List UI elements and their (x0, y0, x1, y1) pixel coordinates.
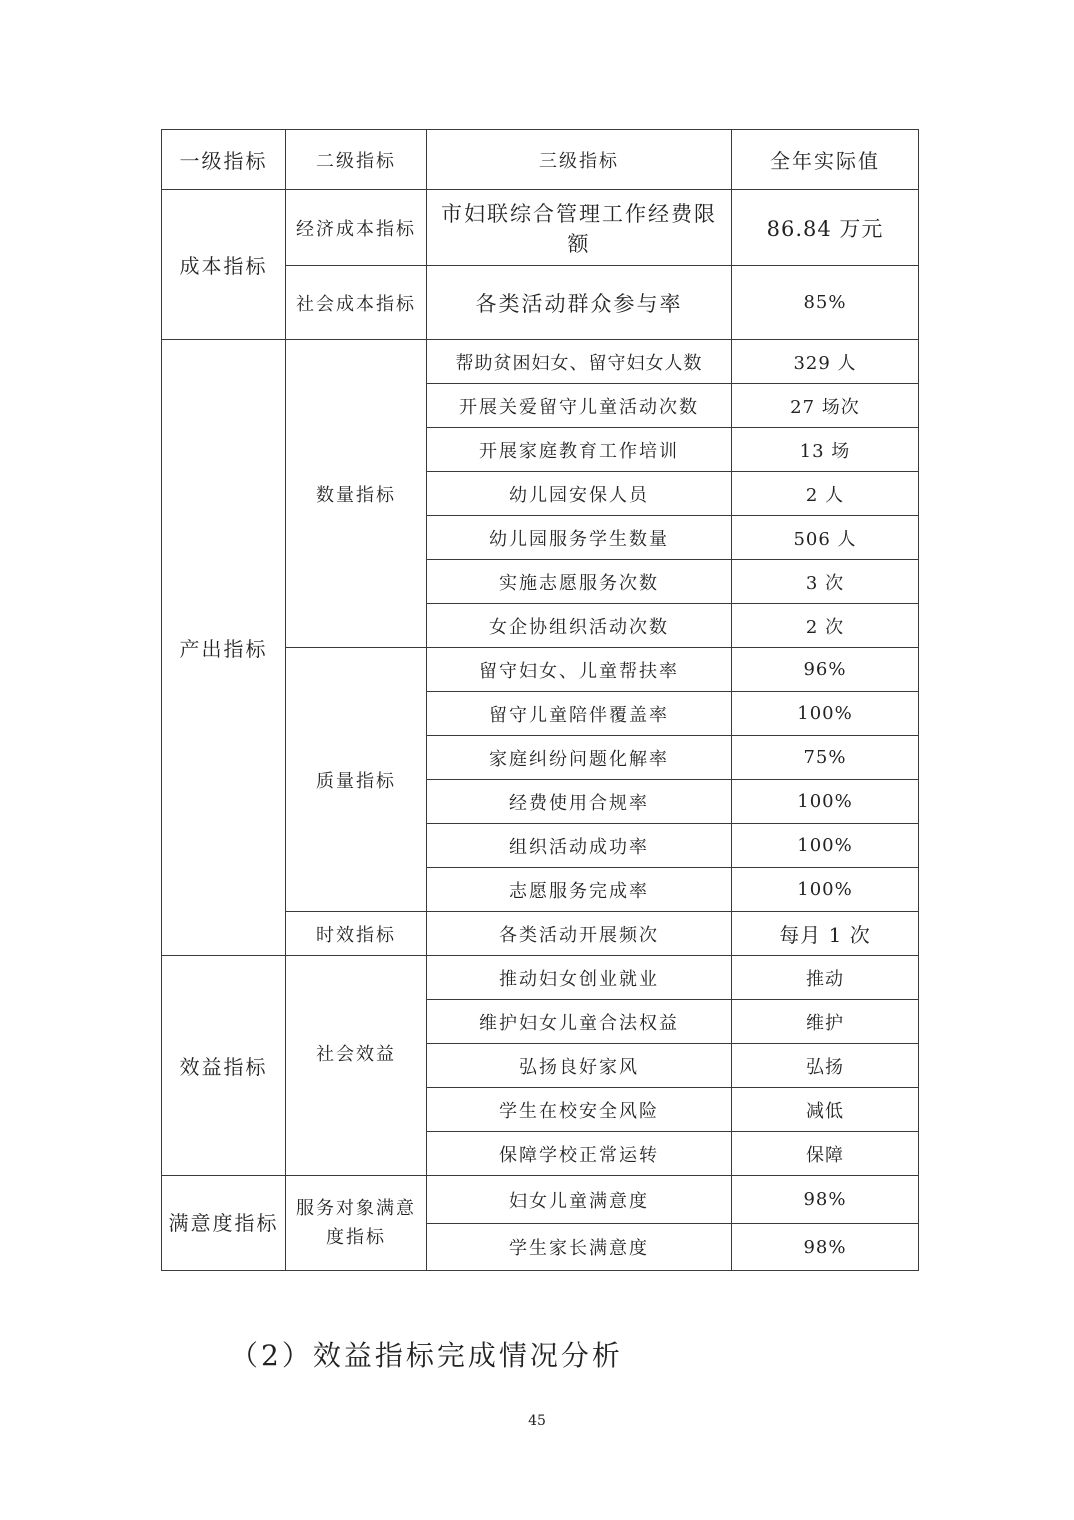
level1-cell: 效益指标 (162, 956, 286, 1176)
value-cell: 98% (732, 1176, 919, 1224)
value-cell: 86.84 万元 (732, 190, 919, 266)
level1-cell: 满意度指标 (162, 1176, 286, 1271)
level2-cell: 时效指标 (286, 912, 427, 956)
indicator-cell: 各类活动群众参与率 (427, 266, 732, 340)
value-cell: 27 场次 (732, 384, 919, 428)
level2-cell: 社会效益 (286, 956, 427, 1176)
indicator-cell: 弘扬良好家风 (427, 1044, 732, 1088)
indicator-cell: 经费使用合规率 (427, 780, 732, 824)
level2-cell: 质量指标 (286, 648, 427, 912)
indicator-cell: 留守儿童陪伴覆盖率 (427, 692, 732, 736)
indicator-cell: 保障学校正常运转 (427, 1132, 732, 1176)
header-level3: 三级指标 (427, 130, 732, 190)
page-number: 45 (528, 1413, 546, 1429)
value-cell: 2 人 (732, 472, 919, 516)
level2-cell: 社会成本指标 (286, 266, 427, 340)
header-level2: 二级指标 (286, 130, 427, 190)
table-row (162, 190, 919, 266)
header-level1: 一级指标 (162, 130, 286, 190)
indicator-cell: 实施志愿服务次数 (427, 560, 732, 604)
indicator-cell: 家庭纠纷问题化解率 (427, 736, 732, 780)
value-cell: 减低 (732, 1088, 919, 1132)
indicator-cell: 帮助贫困妇女、留守妇女人数 (427, 340, 732, 384)
level1-cell: 成本指标 (162, 190, 286, 340)
value-cell: 85% (732, 266, 919, 340)
value-cell: 保障 (732, 1132, 919, 1176)
indicator-cell: 开展关爱留守儿童活动次数 (427, 384, 732, 428)
level2-cell: 服务对象满意度指标 (286, 1176, 427, 1271)
value-cell: 329 人 (732, 340, 919, 384)
indicator-cell: 女企协组织活动次数 (427, 604, 732, 648)
indicator-cell: 志愿服务完成率 (427, 868, 732, 912)
value-cell: 98% (732, 1224, 919, 1271)
value-cell: 3 次 (732, 560, 919, 604)
value-cell: 100% (732, 692, 919, 736)
indicator-cell: 幼儿园安保人员 (427, 472, 732, 516)
table-header-row (162, 130, 919, 190)
value-cell: 2 次 (732, 604, 919, 648)
indicator-cell: 幼儿园服务学生数量 (427, 516, 732, 560)
header-actual-value: 全年实际值 (732, 130, 919, 190)
value-cell: 推动 (732, 956, 919, 1000)
value-cell: 100% (732, 868, 919, 912)
indicator-cell: 开展家庭教育工作培训 (427, 428, 732, 472)
value-cell: 100% (732, 780, 919, 824)
value-cell: 96% (732, 648, 919, 692)
value-cell: 506 人 (732, 516, 919, 560)
indicator-cell: 各类活动开展频次 (427, 912, 732, 956)
indicator-cell: 留守妇女、儿童帮扶率 (427, 648, 732, 692)
value-cell: 100% (732, 824, 919, 868)
indicator-cell: 推动妇女创业就业 (427, 956, 732, 1000)
indicator-cell: 组织活动成功率 (427, 824, 732, 868)
value-cell: 13 场 (732, 428, 919, 472)
level1-cell: 产出指标 (162, 340, 286, 956)
indicator-cell: 学生在校安全风险 (427, 1088, 732, 1132)
indicator-cell: 妇女儿童满意度 (427, 1176, 732, 1224)
level2-cell: 数量指标 (286, 340, 427, 648)
indicator-cell: 维护妇女儿童合法权益 (427, 1000, 732, 1044)
value-cell: 弘扬 (732, 1044, 919, 1088)
table-row (162, 956, 919, 1000)
table-row (162, 1176, 919, 1224)
value-cell: 维护 (732, 1000, 919, 1044)
value-cell: 每月 1 次 (732, 912, 919, 956)
section-heading: （2）效益指标完成情况分析 (230, 1339, 623, 1372)
value-cell: 75% (732, 736, 919, 780)
indicator-cell: 学生家长满意度 (427, 1224, 732, 1271)
level2-cell: 经济成本指标 (286, 190, 427, 266)
indicator-cell: 市妇联综合管理工作经费限额 (427, 190, 732, 266)
table-row (162, 340, 919, 384)
performance-indicator-table (161, 129, 919, 1271)
